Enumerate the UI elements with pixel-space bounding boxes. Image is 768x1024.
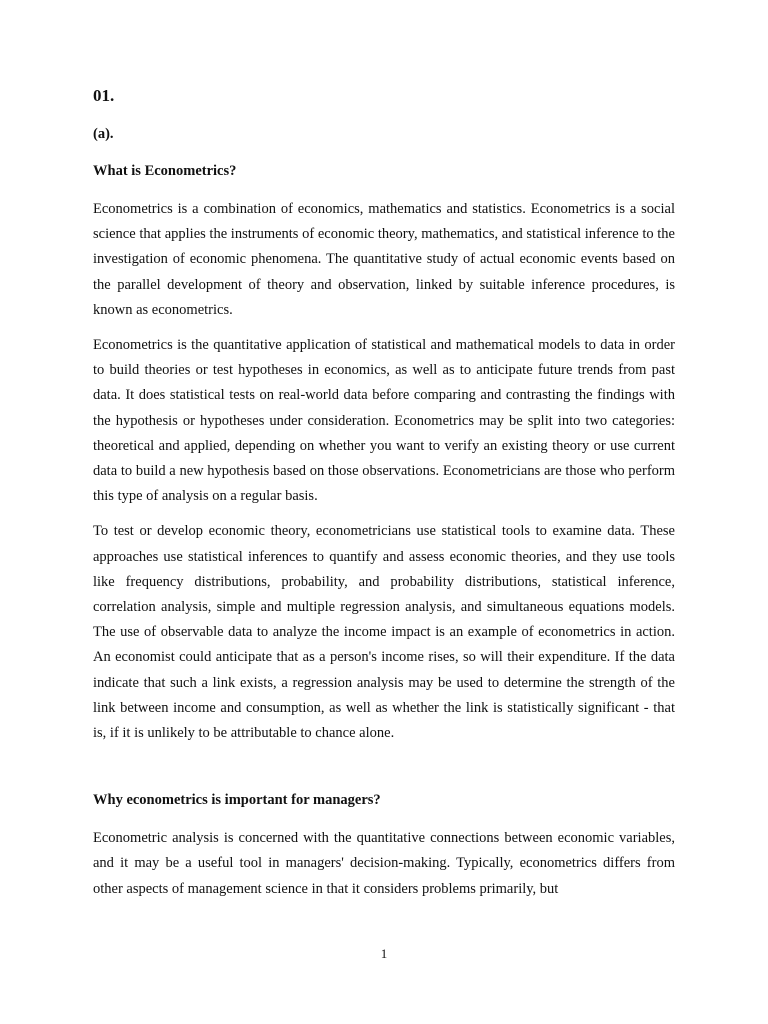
section-spacer	[93, 756, 675, 790]
page-number: 1	[380, 946, 388, 961]
paragraph: Econometrics is the quantitative application of statistical and mathematical models to data in order to build theories or test hypotheses in economics, as well as to anticipate future trends from past data. It does statistical tests on real-world data before comparing and contrasting the findings with the hypothesis or hypotheses under consideration. Econometrics may be split into two categories: theoretical and applied, depending on whether you want to verify an existing theory or use current data to build a new hypothesis based on those observations. Econometricians are those who perform this type of analysis on a regular basis.	[93, 337, 675, 505]
paragraph: Econometric analysis is concerned with the quantitative connections between economic variables, and it may be a useful tool in managers' decision-making. Typically, econometrics differs from other aspects of management science in that it considers problems primarily, but	[93, 830, 675, 897]
question-number: 01.	[93, 86, 115, 105]
section-heading-importance-for-managers: Why econometrics is important for managers?	[93, 792, 381, 809]
paragraph: To test or develop economic theory, econometricians use statistical tools to examine data. These approaches use statistical inferences to quantify and assess economic theories, and they use tools like frequency distributions, probability, and probability distributions, statistical inference, correlation analysis, simple and multiple regression analysis, and simultaneous equations models. The use of observable data to analyze the income impact is an example of econometrics in action. An economist could anticipate that as a person's income rises, so will their expenditure. If the data indicate that such a link exists, a regression analysis may be used to determine the strength of the link between income and consumption, as well as whether the link is statistically significant - that is, if it is unlikely to be attributable to chance alone.	[93, 523, 675, 742]
paragraph: Econometrics is a combination of economics, mathematics and statistics. Econometrics is a social science that applies the instruments of economic theory, mathematics, and statistical inference to the investigation of economic phenomena. The quantitative study of actual economic events based on the parallel development of theory and observation, linked by suitable inference procedures, is known as econometrics.	[93, 201, 675, 318]
section-heading-what-is-econometrics: What is Econometrics?	[93, 163, 237, 179]
part-label: (a).	[93, 126, 114, 142]
document-page	[93, 84, 675, 912]
